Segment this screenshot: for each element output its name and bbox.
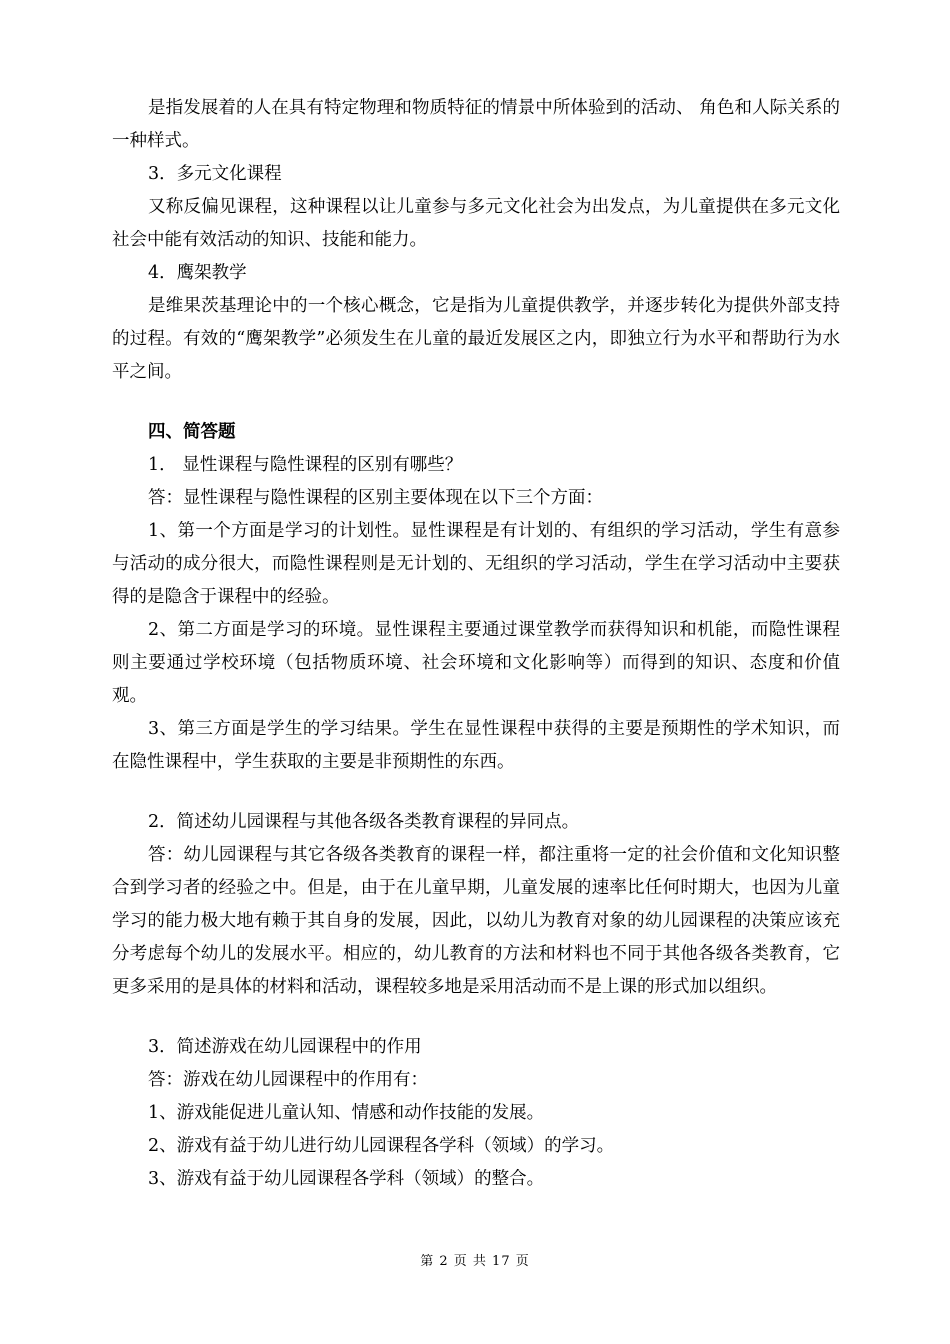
answer-1-intro: 答：显性课程与隐性课程的区别主要体现在以下三个方面： xyxy=(148,488,603,508)
answer-1-point-2: 2、第二方面是学习的环境。显性课程主要通过课堂教学而获得知识和机能，而隐性课程则主要通过学校环境（包括物质环境、社会环境和文化影响等）而得到的知识、态度和价值观。 xyxy=(112,620,840,706)
spacer xyxy=(112,779,840,806)
answer-3-point-2: 2、游戏有益于幼儿进行幼儿园课程各学科（领域）的学习。 xyxy=(148,1136,615,1156)
term-heading-4: 4．鹰架教学 xyxy=(148,263,247,283)
answer-3-point-1: 1、游戏能促进儿童认知、情感和动作技能的发展。 xyxy=(148,1103,545,1123)
paragraph-multicultural: 又称反偏见课程，这种课程以让儿童参与多元文化社会为出发点，为儿童提供在多元文化社会中能有效活动的知识、技能和能力。 xyxy=(112,197,840,250)
spacer xyxy=(112,389,840,416)
question-1: 1． 显性课程与隐性课程的区别有哪些？ xyxy=(148,455,463,475)
question-2: 2．简述幼儿园课程与其他各级各类教育课程的异同点。 xyxy=(148,812,580,832)
section-heading: 四、简答题 xyxy=(148,422,236,442)
answer-3-intro: 答：游戏在幼儿园课程中的作用有： xyxy=(148,1070,428,1090)
paragraph-scaffolding: 是维果茨基理论中的一个核心概念，它是指为儿童提供教学，并逐步转化为提供外部支持的过程。有效的“鹰架教学”必须发生在儿童的最近发展区之内，即独立行为水平和帮助行为水平之间。 xyxy=(112,296,840,382)
paragraph-definition: 是指发展着的人在具有特定物理和物质特征的情景中所体验到的活动、 角色和人际关系的一种样式。 xyxy=(112,98,840,151)
spacer xyxy=(112,1004,840,1031)
answer-2: 答：幼儿园课程与其它各级各类教育的课程一样，都注重将一定的社会价值和文化知识整合到学习者的经验之中。但是，由于在儿童早期，儿童发展的速率比任何时期大，也因为儿童学习的能力极大地有赖于其自身的发展，因此，以幼儿为教育对象的幼儿园课程的决策应该充分考虑每个幼儿的发展水平。相应的，幼儿教育的方法和材料也不同于其他各级各类教育，它更多采用的是具体的材料和活动，课程较多地是采用活动而不是上课的形式加以组织。 xyxy=(112,845,840,997)
term-heading-3: 3．多元文化课程 xyxy=(148,164,282,184)
answer-1-point-1: 1、第一个方面是学习的计划性。显性课程是有计划的、有组织的学习活动，学生有意参与活动的成分很大，而隐性课程则是无计划的、无组织的学习活动，学生在学习活动中主要获得的是隐含于课程中的经验。 xyxy=(112,521,840,607)
page-body xyxy=(112,92,840,1196)
question-3: 3．简述游戏在幼儿园课程中的作用 xyxy=(148,1037,422,1057)
answer-1-point-3: 3、第三方面是学生的学习结果。学生在显性课程中获得的主要是预期性的学术知识，而在隐性课程中，学生获取的主要是非预期性的东西。 xyxy=(112,719,840,772)
page-number-footer: 第 2 页 共 17 页 xyxy=(420,1254,530,1269)
answer-3-point-3: 3、游戏有益于幼儿园课程各学科（领域）的整合。 xyxy=(148,1169,545,1189)
